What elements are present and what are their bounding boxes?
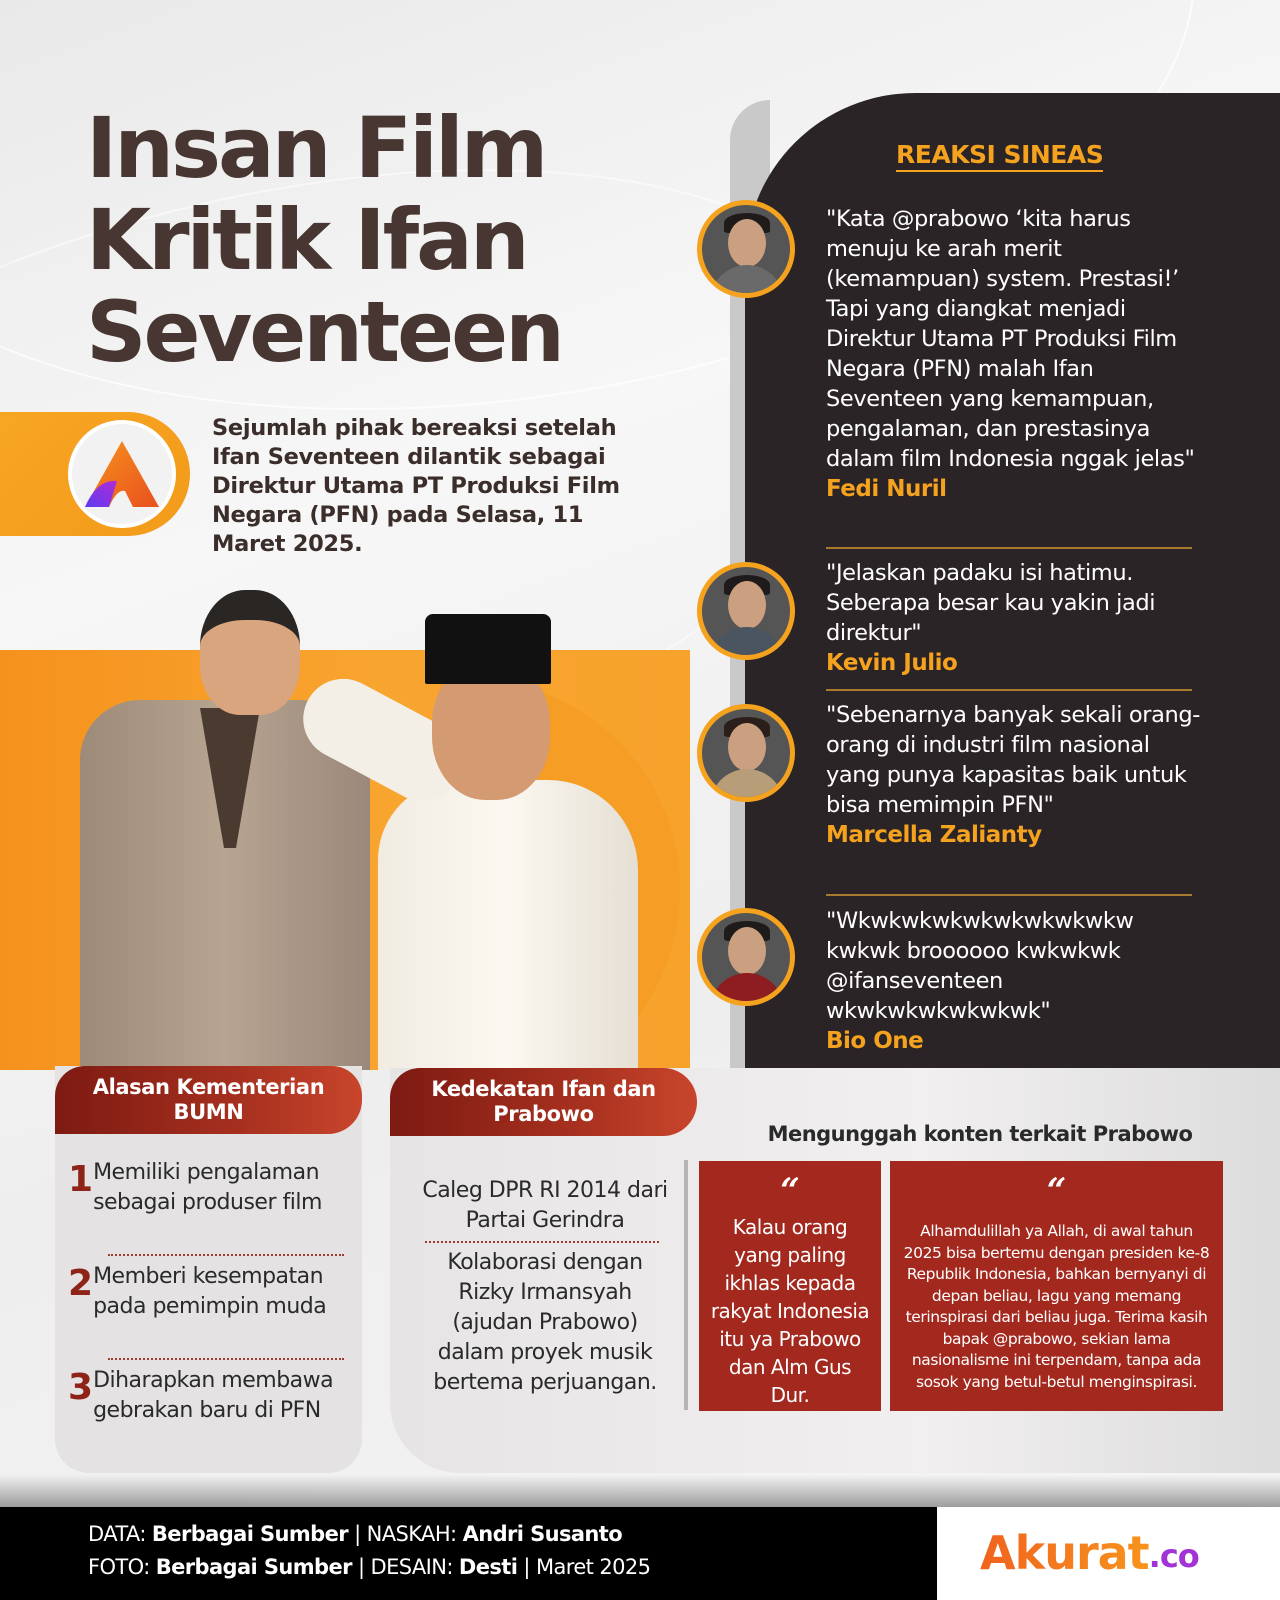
quote-text: "Wkwkwkwkwkwkwkwkwkw kwkwk broooooo kwkwkwk @ifanseventeen wkwkwkwkwkwkwk" — [826, 908, 1134, 1024]
quote-item — [826, 558, 1206, 678]
credit-date: Maret 2025 — [535, 1555, 651, 1579]
quote-text: "Jelaskan padaku isi hatimu. Seberapa besar kau yakin jadi direktur" — [826, 560, 1156, 646]
credit-value: Berbagai Sumber — [151, 1522, 348, 1546]
mengunggah-title: Mengunggah konten terkait Prabowo — [767, 1122, 1193, 1146]
credit-value: Andri Susanto — [462, 1522, 623, 1546]
prabowo-figure — [378, 780, 638, 1070]
avatar-face — [728, 581, 766, 629]
reason-text: Diharapkan membawa gebrakan baru di PFN — [93, 1368, 334, 1423]
credits-line-1 — [88, 1522, 622, 1546]
post-quote-text: Alhamdulillah ya Allah, di awal tahun 2025 bisa bertemu dengan presiden ke-8 Republik Indonesia, bahkan bernyanyi di depan beliau, lagu yang memang terinspirasi dari beliau juga. Terima kasih bapak @prabowo, sekian lama nasionalisme ini terpendam, tanpa ada sosok yang betul-betul menginspirasi. — [903, 1222, 1210, 1391]
vertical-divider — [684, 1160, 688, 1410]
avatar-bio-one — [697, 908, 795, 1006]
avatar-face — [728, 219, 766, 267]
reason-item — [68, 1262, 358, 1322]
kedekatan-item: Caleg DPR RI 2014 dari Partai Gerindra — [422, 1178, 668, 1233]
logo-word: Akurat — [980, 1526, 1149, 1580]
post-quote-box — [699, 1161, 881, 1411]
akurat-logo — [980, 1526, 1199, 1580]
intro-text: Sejumlah pihak bereaksi setelah Ifan Seventeen dilantik sebagai Direktur Utama PT Produksi Film Negara (PFN) pada Selasa, 11 Maret 2025. — [212, 415, 620, 557]
quote-mark-icon: “ — [1046, 1171, 1067, 1211]
credits-line-2 — [88, 1555, 650, 1579]
avatar-face — [728, 723, 766, 771]
credit-separator: | — [523, 1555, 530, 1579]
quote-item — [826, 204, 1206, 504]
quote-text: "Kata @prabowo ‘kita harus menuju ke arah merit (kemampuan) system. Prestasi!’ Tapi yang diangkat menjadi Direktur Utama PT Produksi Film Negara (PFN) malah Ifan Seventeen yang kemampuan, pengalaman, dan prestasinya dalam film Indonesia nggak jelas" — [826, 206, 1195, 472]
post-quote-box — [890, 1161, 1223, 1411]
quote-divider — [826, 689, 1192, 691]
akurat-a-logo-icon — [68, 420, 176, 528]
quote-item — [826, 700, 1206, 850]
reason-number: 3 — [68, 1367, 94, 1408]
post-quote-text: Kalau orang yang paling ikhlas kepada rakyat Indonesia itu ya Prabowo dan Alm Gus Dur. — [710, 1215, 870, 1407]
quote-divider — [826, 894, 1192, 896]
reason-number: 2 — [68, 1263, 94, 1304]
reason-item — [68, 1366, 358, 1426]
logo-tld: .co — [1148, 1537, 1199, 1575]
reason-item — [68, 1158, 358, 1218]
footer-shadow — [0, 1475, 1280, 1507]
quote-divider — [826, 547, 1192, 549]
ifan-head — [200, 590, 300, 715]
quote-text: "Sebenarnya banyak sekali orang-orang di industri film nasional yang punya kapasitas baik untuk bisa memimpin PFN" — [826, 702, 1200, 818]
kedekatan-title: Kedekatan Ifan dan Prabowo — [390, 1068, 697, 1136]
avatar-marcella-zalianty — [697, 704, 795, 802]
kedekatan-item: Kolaborasi dengan Rizky Irmansyah (ajudan Prabowo) dalam proyek musik bertema perjuangan. — [433, 1250, 657, 1395]
avatar-fedi-nuril — [697, 200, 795, 298]
dotted-divider — [108, 1358, 344, 1360]
quote-mark-icon: “ — [780, 1171, 800, 1211]
credit-value: Berbagai Sumber — [155, 1555, 352, 1579]
avatar-kevin-julio — [697, 562, 795, 660]
page-title — [86, 99, 706, 381]
credit-value: Desti — [458, 1555, 518, 1579]
title-line: Kritik Ifan — [86, 191, 527, 289]
credit-label: NASKAH: — [366, 1522, 457, 1546]
reason-text: Memberi kesempatan pada pemimpin muda — [93, 1264, 327, 1319]
dotted-divider — [425, 1241, 659, 1243]
quote-author: Bio One — [826, 1028, 924, 1054]
quote-author: Kevin Julio — [826, 650, 958, 676]
credit-separator: | — [354, 1522, 361, 1546]
credits-footer — [0, 1507, 937, 1600]
dotted-divider — [108, 1254, 344, 1256]
avatar-face — [728, 927, 766, 975]
alasan-title: Alasan Kementerian BUMN — [55, 1066, 362, 1134]
quote-author: Marcella Zalianty — [826, 822, 1042, 848]
quote-item — [826, 906, 1206, 1056]
credit-label: FOTO: — [88, 1555, 150, 1579]
reaksi-title: REAKSI SINEAS — [896, 140, 1103, 172]
credit-label: DATA: — [88, 1522, 146, 1546]
reason-number: 1 — [68, 1159, 94, 1200]
reason-text: Memiliki pengalaman sebagai produser film — [93, 1160, 322, 1215]
prabowo-peci — [425, 614, 551, 684]
title-line: Insan Film — [86, 99, 546, 197]
credit-separator: | — [357, 1555, 365, 1579]
credit-label: DESAIN: — [370, 1555, 453, 1579]
title-line: Seventeen — [86, 283, 562, 381]
quote-author: Fedi Nuril — [826, 476, 947, 502]
